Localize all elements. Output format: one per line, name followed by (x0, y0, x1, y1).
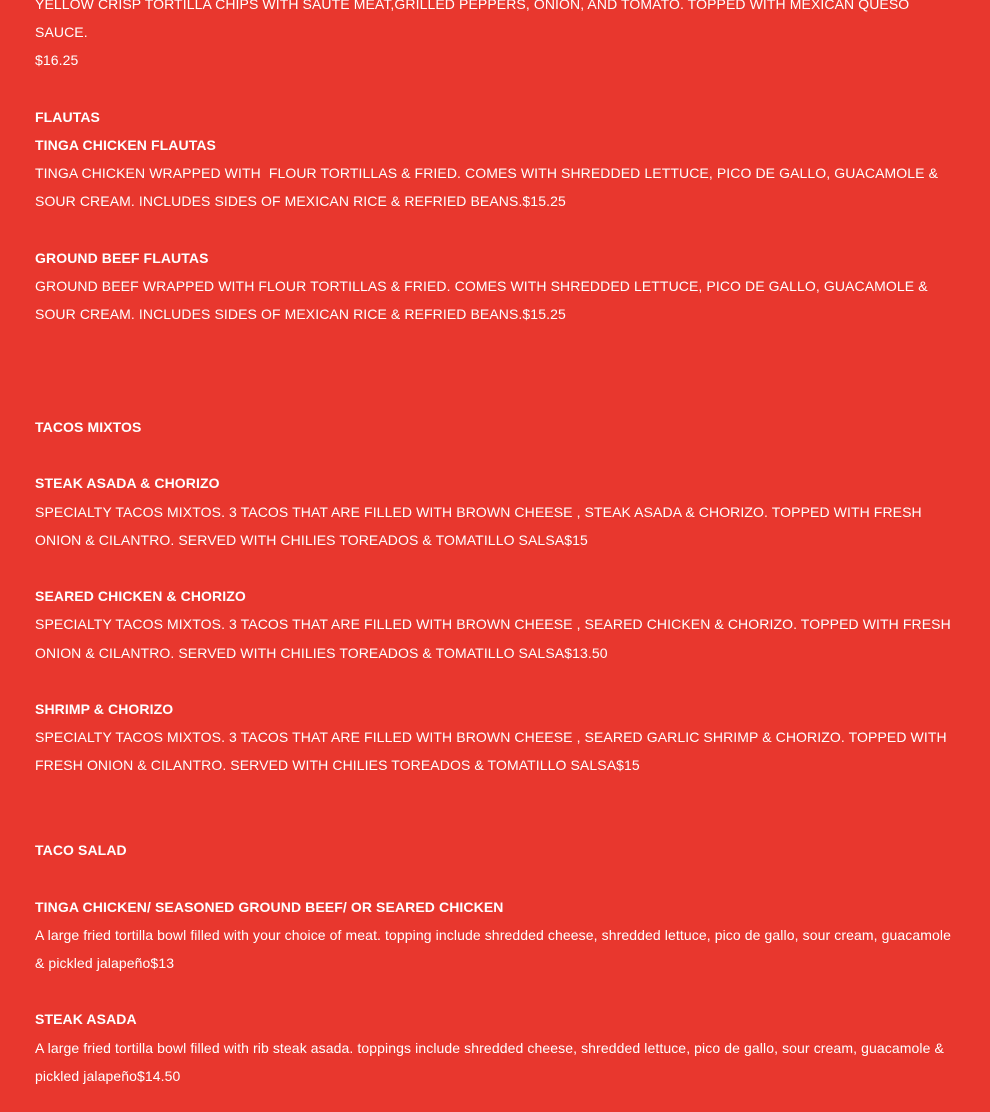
section-heading-flautas: FLAUTAS (35, 108, 100, 125)
item-description: SPECIALTY TACOS MIXTOS. 3 TACOS THAT ARE FILLED WITH BROWN CHEESE , SEARED GARLIC SHRIMP & CHORIZO. TOPPED WITH FRESH ONION & CILANTRO. SERVED WITH CHILIES TOREADOS & TOMATILLO SALSA$15 (35, 729, 951, 774)
item-name: GROUND BEEF FLAUTAS (35, 249, 209, 266)
item-description: YELLOW CRISP TORTILLA CHIPS WITH SAUTE MEAT,GRILLED PEPPERS, ONION, AND TOMATO. TOPPED WITH MEXICAN QUESO SAUCE. (35, 0, 914, 41)
item-description: GROUND BEEF WRAPPED WITH FLOUR TORTILLAS & FRIED. COMES WITH SHREDDED LETTUCE, PICO DE GALLO, GUACAMOLE & SOUR CREAM. INCLUDES SIDES OF MEXICAN RICE & REFRIED BEANS.$15.25 (35, 278, 932, 323)
item-name: SEARED CHICKEN & CHORIZO (35, 588, 246, 605)
item-description: SPECIALTY TACOS MIXTOS. 3 TACOS THAT ARE FILLED WITH BROWN CHEESE , STEAK ASADA & CHORIZO. TOPPED WITH FRESH ONION & CILANTRO. SERVED WITH CHILIES TOREADOS & TOMATILLO SALSA$15 (35, 503, 926, 548)
item-name: TINGA CHICKEN FLAUTAS (35, 137, 216, 154)
section-heading-tacos-mixtos: TACOS MIXTOS (35, 419, 142, 436)
item-description: A large fried tortilla bowl filled with rib steak asada. toppings include shredded cheese, shredded lettuce, pico de gallo, sour cream, guacamole & pickled jalapeño$14.50 (35, 1039, 948, 1084)
item-description: A large fried tortilla bowl filled with your choice of meat. topping include shredded cheese, shredded lettuce, pico de gallo, sour cream, guacamole & pickled jalapeño$13 (35, 926, 955, 971)
item-description: TINGA CHICKEN WRAPPED WITH FLOUR TORTILLAS & FRIED. COMES WITH SHREDDED LETTUCE, PICO DE GALLO, GUACAMOLE & SOUR CREAM. INCLUDES SIDES OF MEXICAN RICE & REFRIED BEANS.$15.25 (35, 165, 943, 210)
item-name: SHRIMP & CHORIZO (35, 701, 174, 718)
item-name: TINGA CHICKEN/ SEASONED GROUND BEEF/ OR SEARED CHICKEN (35, 898, 504, 915)
item-description: SPECIALTY TACOS MIXTOS. 3 TACOS THAT ARE FILLED WITH BROWN CHEESE , SEARED CHICKEN & CHORIZO. TOPPED WITH FRESH ONION & CILANTRO. SERVED WITH CHILIES TOREADOS & TOMATILLO SALSA$13.50 (35, 616, 955, 661)
item-price: $16.25 (35, 52, 79, 69)
item-name: STEAK ASADA & CHORIZO (35, 475, 220, 492)
section-heading-taco-salad: TACO SALAD (35, 842, 127, 859)
item-name: STEAK ASADA (35, 1011, 137, 1028)
menu-page (35, 0, 960, 1090)
